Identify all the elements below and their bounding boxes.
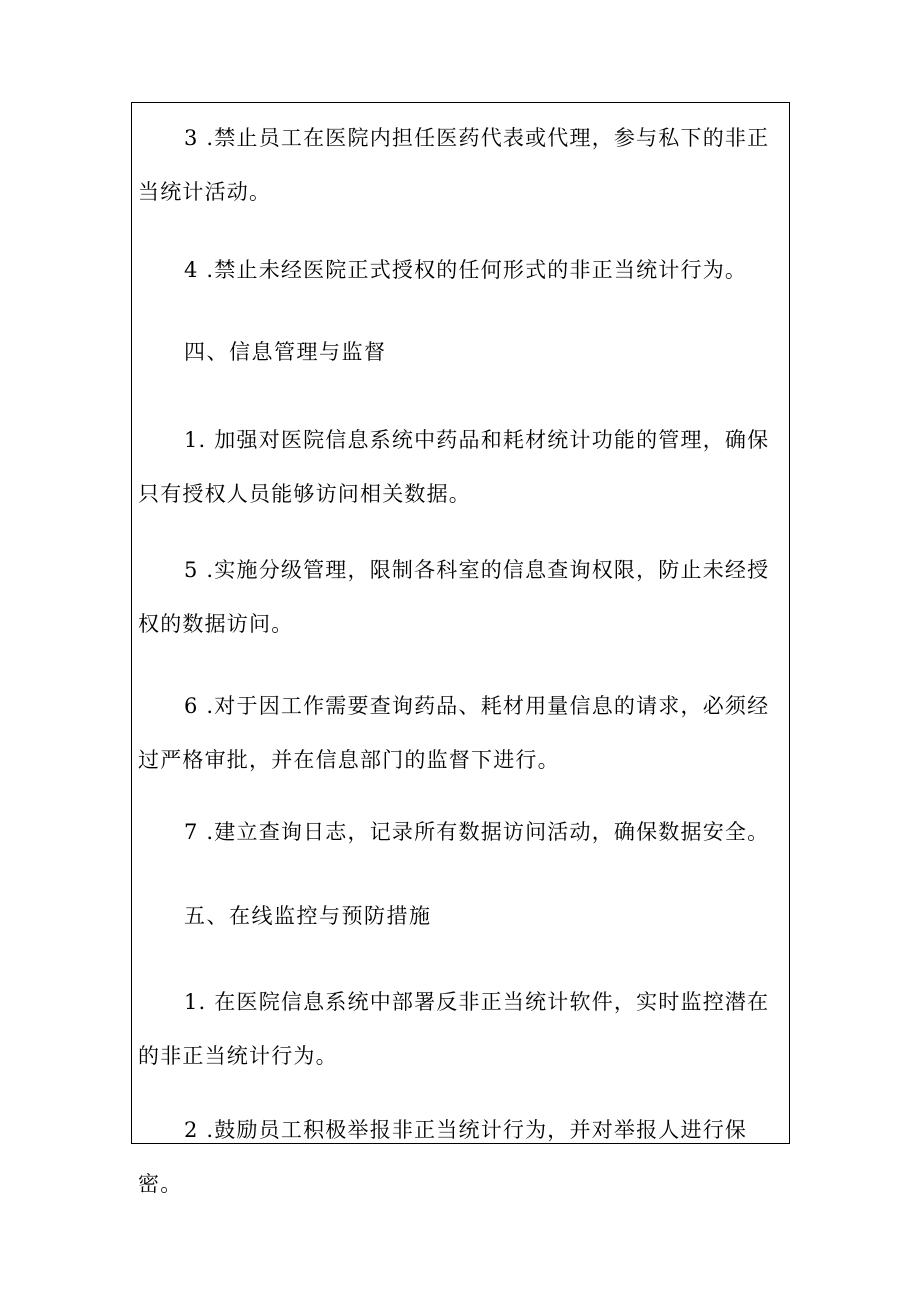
paragraph-item-3: 3 .禁止员工在医院内担任医药代表或代理，参与私下的非正当统计活动。 xyxy=(138,126,770,204)
paragraph-item-2: 2 .鼓励员工积极举报非正当统计行为，并对举报人进行保密。 xyxy=(138,1118,748,1196)
document-frame xyxy=(131,102,790,1196)
paragraph-item-1-monitoring-software: 1. 在医院信息系统中部署反非正当统计软件，实时监控潜在的非正当统计行为。 xyxy=(138,990,770,1068)
section-heading-information-management: 四、信息管理与监督 xyxy=(184,340,387,364)
paragraph-item-1-access-control: 1. 加强对医院信息系统中药品和耗材统计功能的管理，确保只有授权人员能够访问相关数据。 xyxy=(138,428,770,506)
paragraph-item-5: 5 .实施分级管理，限制各科室的信息查询权限，防止未经授权的数据访问。 xyxy=(138,558,770,636)
section-heading-online-monitoring: 五、在线监控与预防措施 xyxy=(184,904,432,928)
paragraph-item-7: 7 .建立查询日志，记录所有数据访问活动，确保数据安全。 xyxy=(184,820,770,844)
paragraph-item-4: 4 .禁止未经医院正式授权的任何形式的非正当统计行为。 xyxy=(184,258,748,282)
paragraph-item-6: 6 .对于因工作需要查询药品、耗材用量信息的请求，必须经过严格审批，并在信息部门的监督下进行。 xyxy=(138,694,770,772)
